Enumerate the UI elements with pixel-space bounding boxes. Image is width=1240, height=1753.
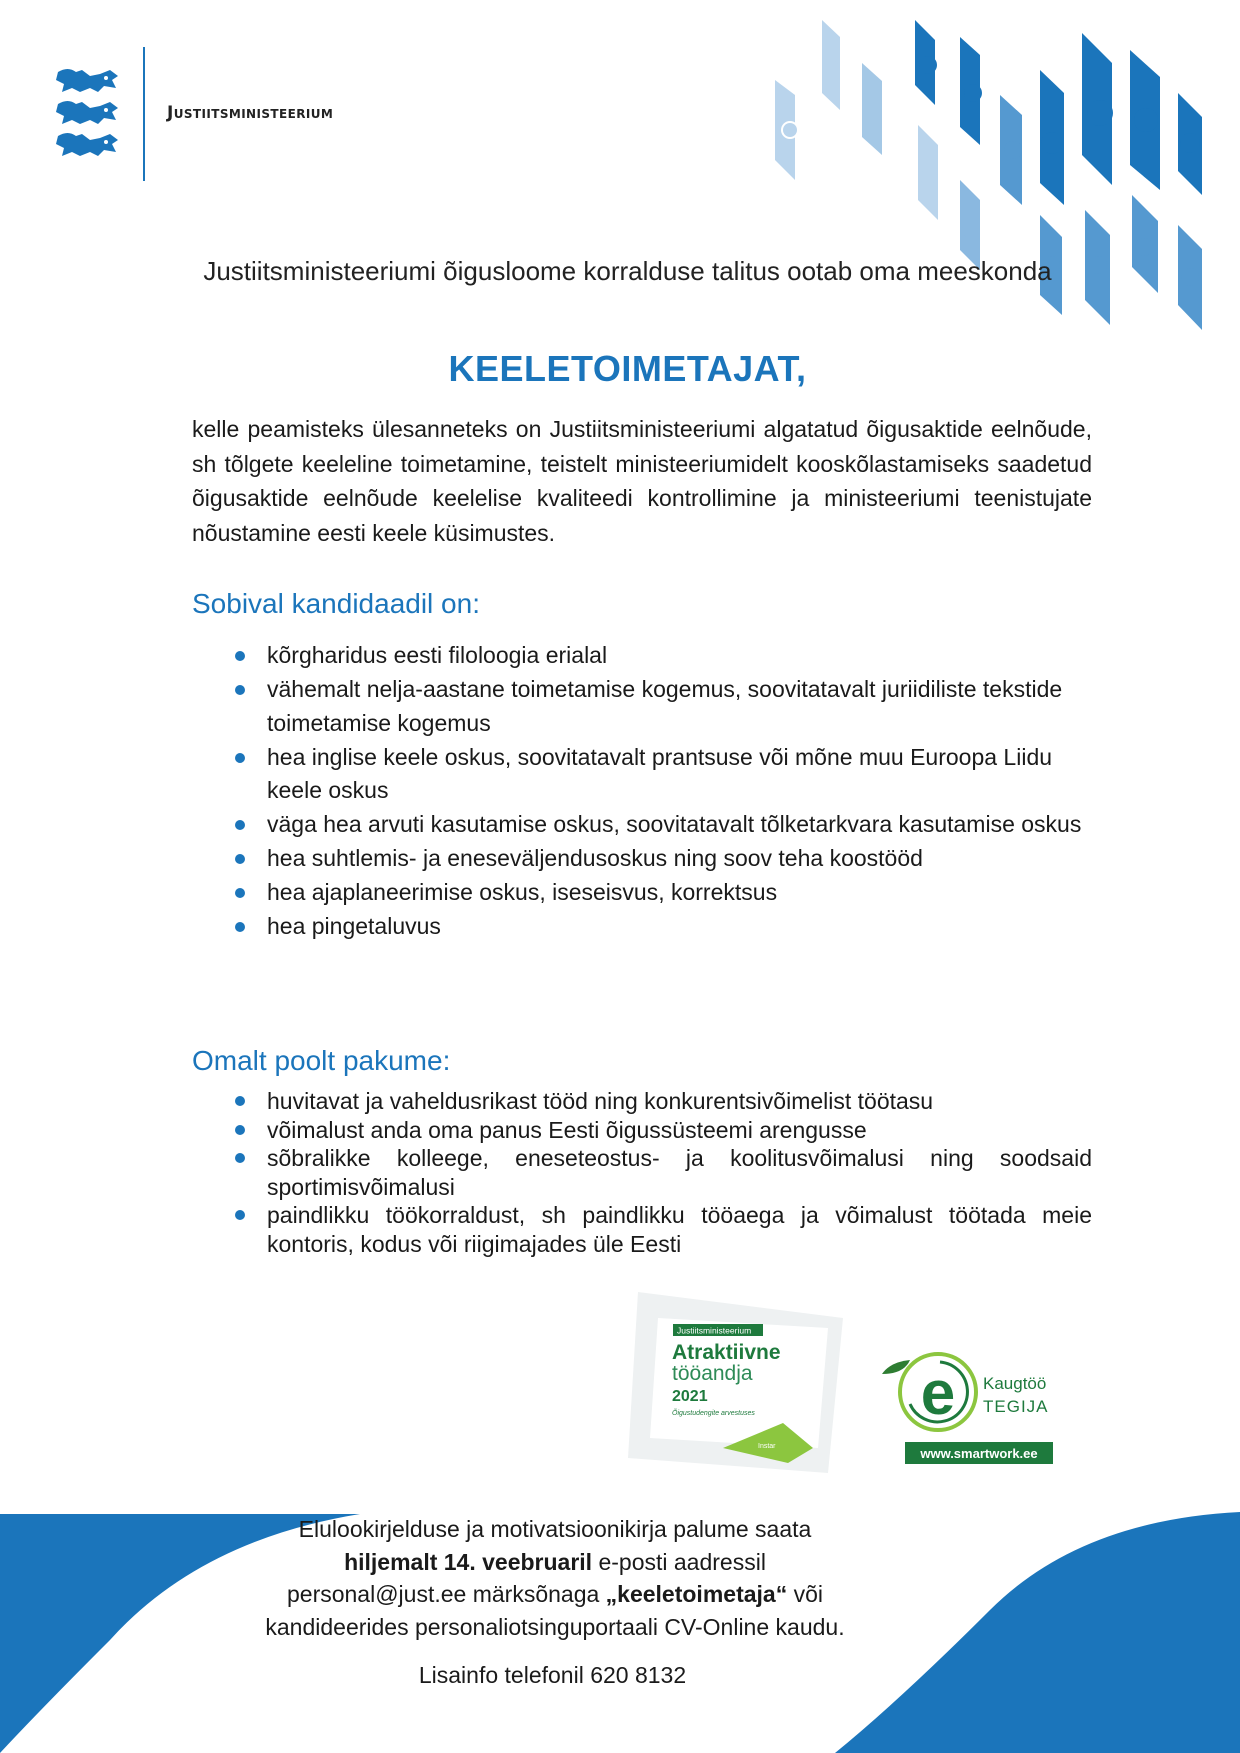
list-item: hea suhtlemis- ja eneseväljendusoskus ning soov teha koostööd xyxy=(192,842,1092,876)
badge-url: www.smartwork.ee xyxy=(920,1446,1038,1461)
list-item: kõrgharidus eesti filoloogia erialal xyxy=(192,639,1092,673)
footer-line-2: hiljemalt 14. veebruaril e-posti aadressil xyxy=(344,1548,766,1575)
badge-org: Justiitsministeerium xyxy=(677,1325,752,1336)
header-divider xyxy=(143,47,145,181)
badge-year: 2021 xyxy=(672,1388,708,1405)
footer-line-4: kandideerides personaliotsinguportaali CV-Online kaudu. xyxy=(265,1613,845,1640)
list-item: hea inglise keele oskus, soovitatavalt prantsuse või mõne muu Euroopa Liidu keele oskus xyxy=(192,741,1092,808)
list-item: hea pingetaluvus xyxy=(192,910,1092,944)
organization-name: Justiitsministeerium xyxy=(167,103,334,123)
list-item: paindlikku töökorraldust, sh paindlikku tööaega ja võimalust töötada meie kontoris, kodus või riigimajades üle Eesti xyxy=(192,1201,1092,1258)
intro-text: Justiitsministeeriumi õigusloome korralduse talitus ootab oma meeskonda xyxy=(203,256,1052,286)
application-instructions xyxy=(200,1513,910,1643)
list-item: huvitavat ja vaheldusrikast tööd ning konkurentsivõimelist töötasu xyxy=(192,1087,1092,1116)
offers-heading: Omalt poolt pakume: xyxy=(192,1045,451,1076)
deadline: hiljemalt 14. veebruaril xyxy=(344,1548,593,1575)
list-item: vähemalt nelja-aastane toimetamise kogemus, soovitatavalt juriidiliste tekstide toimetamise kogemus xyxy=(192,673,1092,740)
list-item: hea ajaplaneerimise oskus, iseseisvus, korrektsus xyxy=(192,876,1092,910)
contact-phone: Lisainfo telefonil 620 8132 xyxy=(418,1662,687,1688)
badge-e-letter: e xyxy=(920,1359,956,1428)
keyword: „keeletoimetaja“ xyxy=(605,1581,788,1607)
job-title: KEELETOIMETAJAT, xyxy=(448,348,807,389)
badge-kaug-line2: TEGIJA xyxy=(983,1397,1049,1416)
badge-note: Õigustudengite arvestuses xyxy=(672,1410,755,1417)
attractive-employer-badge xyxy=(628,1288,846,1478)
footer-line-1: Elulookirjelduse ja motivatsioonikirja palume saata xyxy=(298,1516,812,1542)
offers-list xyxy=(192,1087,1092,1258)
blue-brand-pattern xyxy=(770,15,1230,345)
list-item: väga hea arvuti kasutamise oskus, soovitatavalt tõlketarkvara kasutamise oskus xyxy=(192,808,1092,842)
remote-work-badge xyxy=(880,1342,1058,1464)
email-address: personal@just.ee märksõnaga xyxy=(286,1581,606,1607)
list-item: sõbralikke kolleege, eneseteostus- ja koolitusvõimalusi ning soodsaid sportimisvõimalusi xyxy=(192,1144,1092,1201)
three-lions-coat-of-arms-icon xyxy=(54,66,122,162)
badge-kaug-line1: Kaugtöö xyxy=(983,1374,1047,1393)
badge-line2: tööandja xyxy=(672,1362,753,1385)
list-item: võimalust anda oma panus Eesti õigussüsteemi arengusse xyxy=(192,1116,1092,1145)
requirements-heading: Sobival kandidaadil on: xyxy=(192,588,480,619)
badge-brand: Instar xyxy=(758,1443,776,1450)
job-description: kelle peamisteks ülesanneteks on Justiitsministeeriumi algatatud õigusaktide eelnõude, sh tõlgete keeleline toimetamine, teistelt ministeeriumidelt kooskõlastamiseks saadetud õigusaktide eelnõude keelelise kvaliteedi kontrollimine ja ministeeriumi teenistujate nõustamine eesti keele küsimustes. xyxy=(192,416,1092,546)
badge-line1: Atraktiivne xyxy=(672,1341,781,1364)
requirements-list xyxy=(192,639,1092,944)
footer-line-3: personal@just.ee märksõnaga „keeletoimetaja“ või xyxy=(286,1581,823,1607)
